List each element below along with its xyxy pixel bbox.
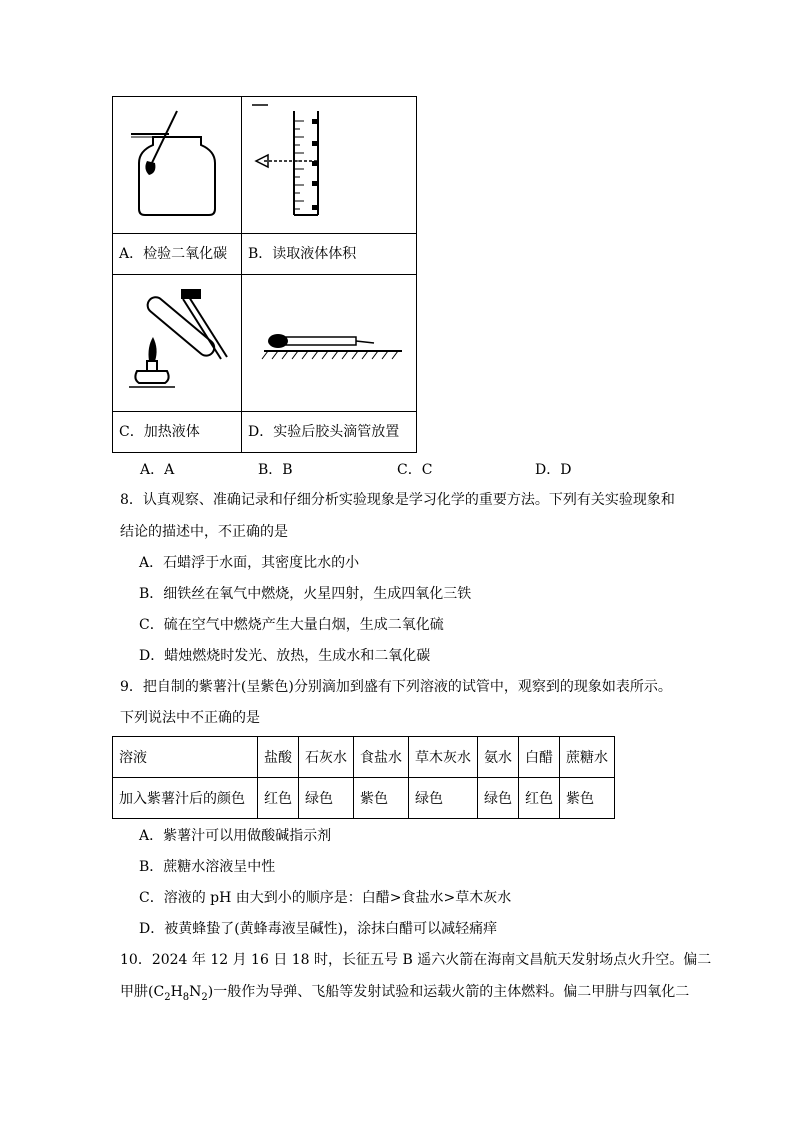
table-cell: 绿色 xyxy=(299,778,354,819)
q9-option-b[interactable]: B．蔗糖水溶液呈中性 xyxy=(139,859,276,875)
figure-table xyxy=(112,96,417,453)
figure-d-cell xyxy=(242,275,417,453)
subscript: 2 xyxy=(164,991,171,1003)
q10-text: N xyxy=(189,984,202,1000)
figure-a-caption: A．检验二氧化碳 xyxy=(113,233,241,274)
table-cell: 草木灰水 xyxy=(409,737,478,778)
figure-c-cell xyxy=(113,275,242,453)
q8-option-b[interactable]: B．细铁丝在氧气中燃烧，火星四射，生成四氧化三铁 xyxy=(139,586,472,602)
q9-option-a[interactable]: A．紫薯汁可以用做酸碱指示剂 xyxy=(139,828,332,844)
table-cell: 绿色 xyxy=(478,778,519,819)
q9-stem-line2: 下列说法中不正确的是 xyxy=(120,710,260,726)
q10-stem-line1: 10．2024 年 12 月 16 日 18 时，长征五号 B 遥六火箭在海南文昌航天发射场点火升空。偏二 xyxy=(120,952,712,968)
dropper-placement-image xyxy=(242,275,416,411)
q10-text: )一般作为导弹、飞船等发射试验和运载火箭的主体燃料。偏二甲肼与四氧化二 xyxy=(207,984,690,1000)
q8-option-c[interactable]: C．硫在空气中燃烧产生大量白烟，生成二氧化硫 xyxy=(139,617,444,633)
q9-color-table xyxy=(112,736,615,819)
table-header-row xyxy=(113,737,615,778)
figure-d-caption: D．实验后胶头滴管放置 xyxy=(242,411,416,452)
q9-stem-line1: 9．把自制的紫薯汁(呈紫色)分别滴加到盛有下列溶液的试管中，观察到的现象如表所示。 xyxy=(120,679,672,695)
q8-option-a[interactable]: A．石蜡浮于水面，其密度比水的小 xyxy=(139,555,360,571)
table-cell: 溶液 xyxy=(113,737,258,778)
table-cell: 氨水 xyxy=(478,737,519,778)
subscript: 8 xyxy=(182,991,190,1003)
table-cell: 红色 xyxy=(258,778,299,819)
table-cell: 食盐水 xyxy=(354,737,409,778)
q8-option-d[interactable]: D．蜡烛燃烧时发光、放热，生成水和二氧化碳 xyxy=(139,648,431,664)
table-cell: 绿色 xyxy=(409,778,478,819)
q8-stem-line1: 8．认真观察、准确记录和仔细分析实验现象是学习化学的重要方法。下列有关实验现象和 xyxy=(120,492,675,508)
q10-stem-line2 xyxy=(120,982,689,1008)
q7-option-a[interactable]: A．A xyxy=(140,462,175,478)
graduated-cylinder-image xyxy=(242,97,416,233)
co2-test-bottle-image xyxy=(113,97,241,233)
table-cell: 紫色 xyxy=(560,778,615,819)
table-cell: 加入紫薯汁后的颜色 xyxy=(113,778,258,819)
q7-option-c[interactable]: C．C xyxy=(397,462,433,478)
figure-c-caption: C．加热液体 xyxy=(113,411,241,452)
table-cell: 盐酸 xyxy=(258,737,299,778)
figure-b-caption: B．读取液体体积 xyxy=(242,233,416,274)
table-cell: 石灰水 xyxy=(299,737,354,778)
q8-stem-line2: 结论的描述中，不正确的是 xyxy=(120,524,288,540)
figure-b-cell xyxy=(242,97,417,275)
table-row xyxy=(113,778,615,819)
subscript: 2 xyxy=(201,991,208,1003)
table-cell: 紫色 xyxy=(354,778,409,819)
table-cell: 红色 xyxy=(519,778,560,819)
q9-option-d[interactable]: D．被黄蜂蛰了(黄蜂毒液呈碱性)，涂抹白醋可以减轻痛痒 xyxy=(139,921,498,937)
q7-option-b[interactable]: B．B xyxy=(258,462,293,478)
table-cell: 蔗糖水 xyxy=(560,737,615,778)
q9-option-c[interactable]: C．溶液的 pH 由大到小的顺序是：白醋>食盐水>草木灰水 xyxy=(139,890,512,906)
table-cell: 白醋 xyxy=(519,737,560,778)
q10-text: H xyxy=(170,984,183,1000)
heating-liquid-image xyxy=(113,275,241,411)
q10-text: 甲肼(C xyxy=(120,984,165,1000)
figure-a-cell xyxy=(113,97,242,275)
q7-option-d[interactable]: D．D xyxy=(535,462,572,478)
